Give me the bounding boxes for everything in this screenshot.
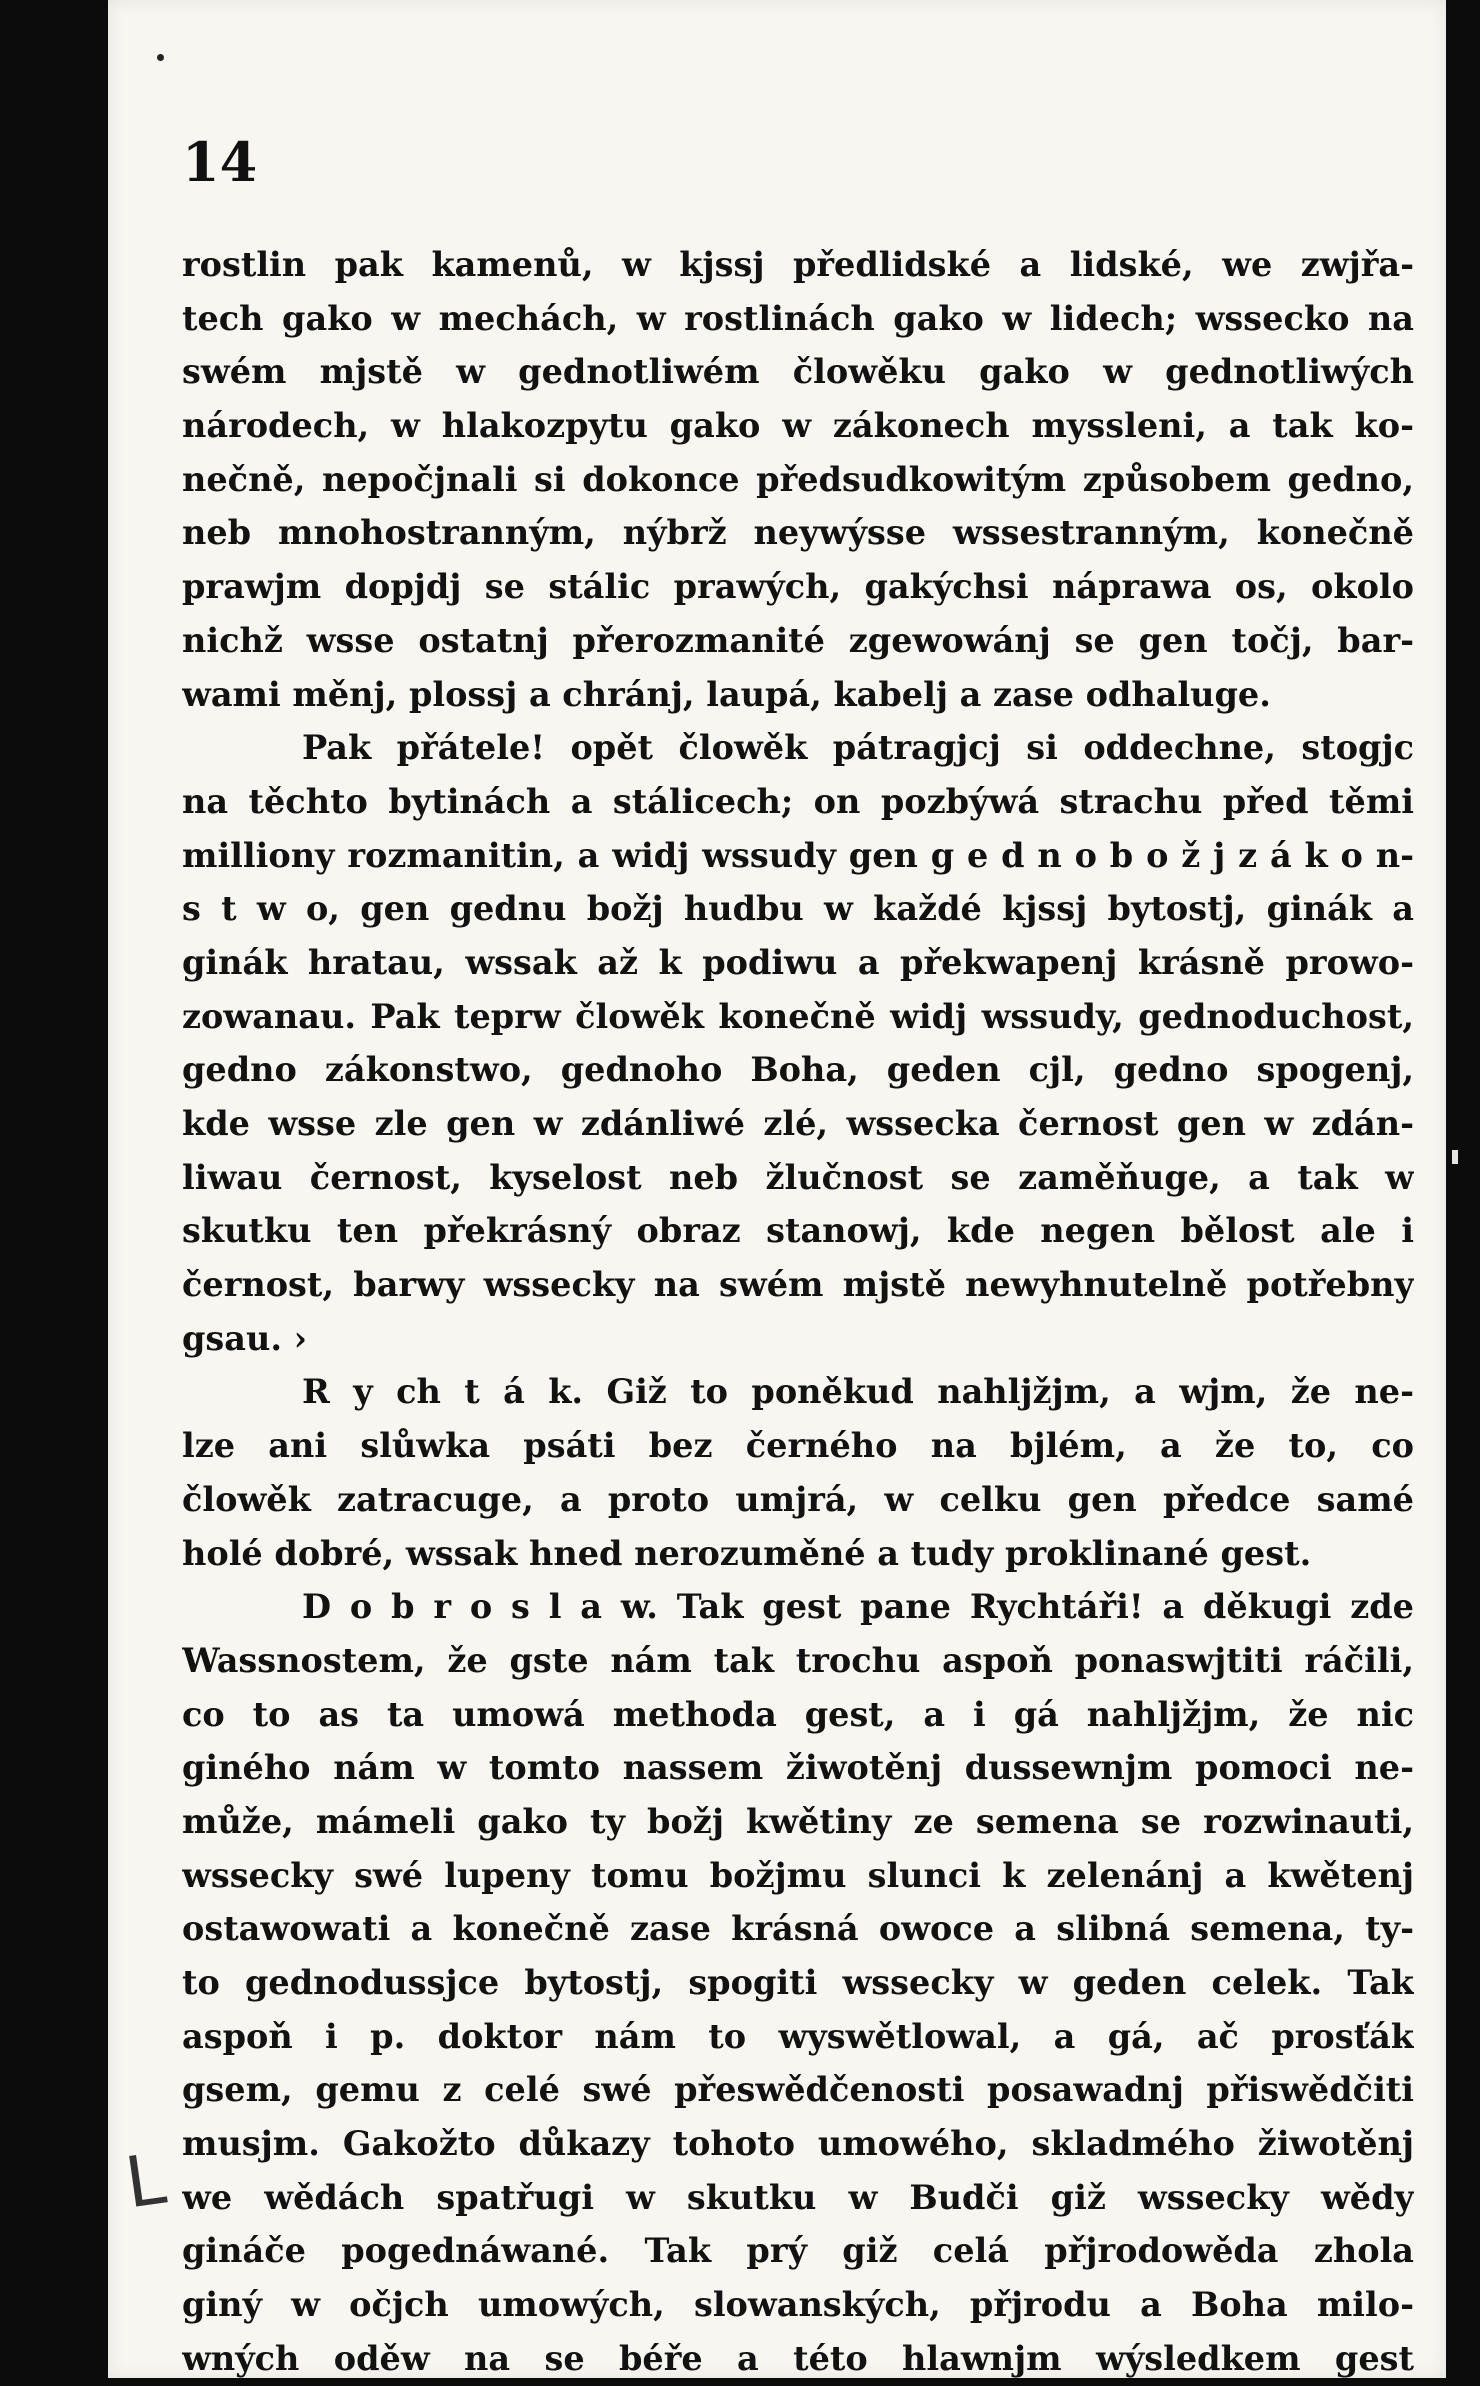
- text-line: to gednodussjce bytostj, spogiti wssecky w geden celek. Tak: [182, 1963, 1414, 2002]
- text-line: nečně, nepočjnali si dokonce předsudkowitým způsobem gedno,: [182, 459, 1414, 499]
- text-line: rostlin pak kamenů, w kjssj předlidské a lidské, we zwjřa-: [182, 245, 1414, 284]
- text-line: aspoň i p. doktor nám to wyswětlowal, a gá, ač prosťák: [182, 2016, 1414, 2056]
- text-line: prawjm dopjdj se stálic prawých, gakýchsi náprawa os, okolo: [182, 567, 1414, 607]
- edge-mark: [1452, 1150, 1458, 1164]
- text-line: může, mámeli gako ty božj kwětiny ze semena se rozwinauti,: [182, 1801, 1414, 1841]
- text-line: milliony rozmanitin, a widj wssudy gen g e d n o b o ž j z á k o n-: [182, 835, 1414, 875]
- ink-dot: [157, 54, 164, 61]
- text-line: lze ani slůwka psáti bez černého na bjlém, a že to, co: [182, 1426, 1414, 1466]
- text-line: liwau černost, kyselost neb žlučnost se zaměňuge, a tak w: [182, 1157, 1414, 1197]
- text-line: ginák hratau, wssak až k podiwu a překwapenj krásně prowo-: [182, 942, 1414, 982]
- text-line: ostawowati a konečně zase krásná owoce a slibná semena, ty-: [182, 1909, 1414, 1949]
- text-line: R y ch t á k. Giž to poněkud nahljžjm, a wjm, že ne-: [302, 1372, 1414, 1412]
- text-line: swém mjstě w gednotliwém člowěku gako w gednotliwých: [182, 352, 1414, 392]
- text-line: na těchto bytinách a stálicech; on pozbýwá strachu před těmi: [182, 781, 1414, 821]
- text-line: neb mnohostranným, nýbrž neywýsse wssestranným, konečně: [182, 513, 1414, 553]
- text-line: kde wsse zle gen w zdánliwé zlé, wssecka černost gen w zdán-: [182, 1104, 1414, 1143]
- text-line: Wassnostem, že gste nám tak trochu aspoň ponaswjtiti ráčili,: [182, 1640, 1414, 1680]
- text-line: gsem, gemu z celé swé přeswědčenosti posawadnj přiswědčiti: [182, 2070, 1414, 2110]
- text-line: D o b r o s l a w. Tak gest pane Rychtáři! a děkugi zde: [302, 1587, 1414, 1627]
- text-line: gináče pogednáwané. Tak prý giž celá přjrodowěda zhola: [182, 2231, 1414, 2271]
- text-line: musjm. Gakožto důkazy tohoto umowého, skladmého žiwotěnj: [182, 2124, 1414, 2164]
- text-line: wných oděw na se béře a této hlawnjm wýsledkem gest: [182, 2338, 1414, 2378]
- page-number: 14: [182, 130, 258, 194]
- text-line: Pak přátele! opět člowěk pátragjcj si oddechne, stogjc: [302, 728, 1414, 768]
- text-line: národech, w hlakozpytu gako w zákonech myssleni, a tak ko-: [182, 406, 1414, 446]
- text-line: wssecky swé lupeny tomu božjmu slunci k zelenánj a kwětenj: [182, 1855, 1414, 1895]
- text-line: s t w o, gen gednu božj hudbu w každé kjssj bytostj, ginák a: [182, 889, 1414, 929]
- page-body: [182, 238, 1414, 2386]
- text-line: člowěk zatracuge, a proto umjrá, w celku gen předce samé: [182, 1479, 1414, 1519]
- text-line: holé dobré, wssak hned nerozuměné a tudy proklinané gest.: [182, 1533, 1312, 1573]
- text-line: zowanau. Pak teprw člowěk konečně widj wssudy, gednoduchost,: [182, 996, 1414, 1036]
- text-line: wami měnj, plossj a chránj, laupá, kabelj a zase odhaluge.: [182, 674, 1271, 714]
- text-line: gedno zákonstwo, gednoho Boha, geden cjl, gedno spogenj,: [182, 1050, 1414, 1090]
- text-line: co to as ta umowá methoda gest, a i gá nahljžjm, že nic: [182, 1694, 1414, 1734]
- text-line: nichž wsse ostatnj přerozmanité zgewowánj se gen točj, bar-: [182, 620, 1414, 660]
- margin-pencil-mark: L: [120, 2137, 171, 2225]
- text-line: we wědách spatřugi w skutku w Budči giž wssecky wědy: [182, 2177, 1414, 2217]
- text-line: tech gako w mechách, w rostlinách gako w lidech; wssecko na: [182, 298, 1414, 338]
- text-line: skutku ten překrásný obraz stanowj, kde negen bělost ale i: [182, 1211, 1414, 1251]
- text-line: černost, barwy wssecky na swém mjstě newyhnutelně potřebny: [182, 1265, 1414, 1305]
- text-line: giného nám w tomto nassem žiwotěnj dussewnjm pomoci ne-: [182, 1748, 1414, 1788]
- text-line: gsau. ›: [182, 1318, 308, 1358]
- text-line: giný w očjch umowých, slowanských, přjrodu a Boha milo-: [182, 2285, 1414, 2325]
